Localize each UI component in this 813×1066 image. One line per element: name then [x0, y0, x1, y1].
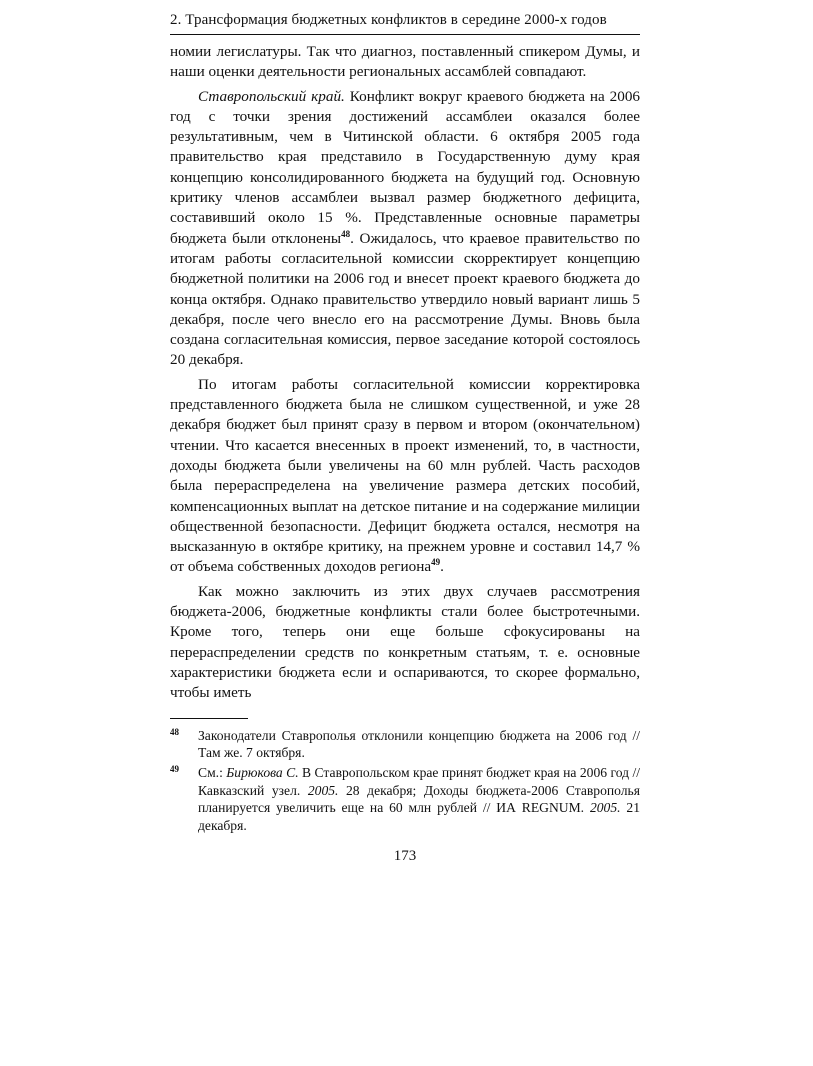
paragraph-3-text-a: По итогам работы согласительной комиссии корректировка представленного бюджета была не слишком существенной, и уже 28 декабря бюджет был принят сразу в первом и втором (окончательном) чтении. Что касается внесенных в проект изменений, то, в частности, доходы бюджета были увеличены на 60 млн рублей. Часть расходов была перераспределена на увеличение размера детских пособий, компенсационных выплат на детское питание и на содержание милиции общественной безопасности. Дефицит бюджета остался, несмотря на высказанную в октябре критику, на прежнем уровне и составил 14,7 % от объема собственных доходов региона [170, 375, 640, 576]
footnote-text [198, 764, 640, 834]
footnote-ref-49[interactable]: 49 [431, 557, 441, 568]
footnote-year: 2005. [307, 782, 339, 798]
paragraph-3-text-b: . [440, 558, 444, 576]
footnote-divider [170, 718, 248, 719]
body-text [170, 42, 640, 704]
paragraph-2 [170, 87, 640, 371]
footnote-number: 48 [170, 726, 179, 737]
paragraph-2-text-b: . Ожидалось, что краевое правительство по итогам работы согласительной комиссии скорректирует концепцию бюджетной политики на 2006 год и внесет проект краевого бюджета до конца октября. Однако правительство утвердило новый вариант лишь 5 декабря, после чего внесло его на рассмотрение Думы. Вновь была создана согласительная комиссия, первое заседание которой состоялось 20 декабря. [170, 229, 640, 369]
footnote-number: 49 [170, 764, 179, 775]
running-head: 2. Трансформация бюджетных конфликтов в середине 2000-х годов [170, 12, 640, 35]
footnote-text-end: 21 декабря. [198, 800, 640, 833]
footnote-text-pre: См.: [198, 765, 227, 781]
footnote-48 [170, 727, 640, 762]
paragraph-2-lead: Ставропольский край. [198, 87, 345, 105]
book-page [170, 12, 640, 865]
paragraph-4: Как можно заключить из этих двух случаев рассмотрения бюджета-2006, бюджетные конфликты стали более быстротечными. Кроме того, теперь они еще больше сфокусированы на перераспределении средств по конкретным статьям, т. е. основные характеристики бюджета если и оспариваются, то скорее формально, чтобы иметь [170, 582, 640, 702]
paragraph-3 [170, 375, 640, 578]
page-number: 173 [393, 847, 417, 864]
footnote-year: 2005. [589, 800, 621, 816]
paragraph-2-text-a: Конфликт вокруг краевого бюджета на 2006 год с точки зрения достижений ассамблеи оказался более результативным, чем в Читинской области. 6 октября 2005 года правительство края представило в Государственную думу края концепцию консолидированного бюджета на будущий год. Основную критику членов ассамблеи вызвал размер бюджетного дефицита, составивший около 15 %. Представленные основные параметры бюджета были отклонены [170, 87, 641, 247]
footnotes [170, 727, 640, 834]
footnote-ref-48[interactable]: 48 [341, 228, 351, 239]
footnote-author: Бирюкова С. [226, 765, 299, 781]
footnote-text-mid2: 28 декабря; Доходы бюджета-2006 Ставрополья планируется увеличить еще на 60 млн рублей // ИА REGNUM. [198, 782, 640, 816]
footnote-text: Законодатели Ставрополья отклонили концепцию бюджета на 2006 год // Там же. 7 октября. [198, 727, 640, 760]
footnote-49 [170, 764, 640, 834]
footnote-text-mid: В Ставропольском крае принят бюджет края на 2006 год // Кавказский узел. [198, 765, 641, 798]
paragraph-1: номии легислатуры. Так что диагноз, поставленный спикером Думы, и наши оценки деятельности региональных ассамблей совпадают. [170, 43, 640, 81]
